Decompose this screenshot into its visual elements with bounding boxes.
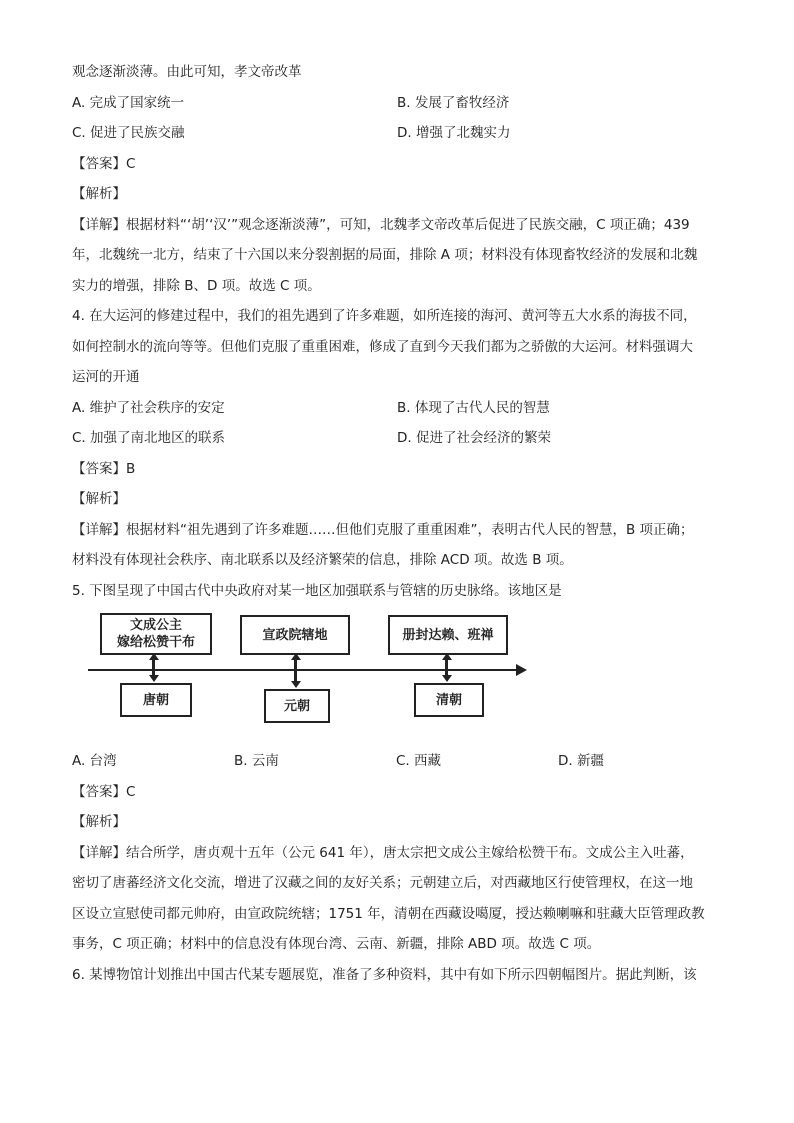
- q3-option-c: C. 促进了民族交融: [72, 125, 185, 141]
- q3-answer: 【答案】C: [72, 155, 136, 172]
- q5-detail-line: 【详解】结合所学，唐贞观十五年（公元 641 年），唐太宗把文成公主嫁给松赞干布。文成公主入吐蕃，: [72, 844, 694, 861]
- dynasty-label: 唐朝: [142, 692, 169, 708]
- q5-option-b: B. 云南: [234, 753, 279, 769]
- q5-option-a: A. 台湾: [72, 753, 117, 769]
- event-box-cefeng: [388, 615, 508, 655]
- arrow-down-icon: [442, 675, 452, 682]
- q6-stem-line: 6. 某博物馆计划推出中国古代某专题展览，准备了多种资料，其中有如下所示四朝幅图片。据此判断，该: [72, 966, 697, 983]
- q5-detail-line: 事务，C 项正确；材料中的信息没有体现台湾、云南、新疆，排除 ABD 项。故选 C 项。: [72, 936, 601, 952]
- q4-option-d: D. 促进了社会经济的繁荣: [397, 430, 551, 446]
- q4-option-b: B. 体现了古代人民的智慧: [397, 399, 550, 416]
- q5-analysis-heading: 【解析】: [72, 814, 126, 830]
- q3-option-a: A. 完成了国家统一: [72, 94, 185, 111]
- q4-detail-line: 【详解】根据材料“祖先遇到了许多难题……但他们克服了重重困难”，表明古代人民的智慧，B 项正确；: [72, 521, 694, 538]
- q3-detail-line: 【详解】根据材料“‘胡’‘汉’”观念逐渐淡薄”，可知，北魏孝文帝改革后促进了民族交融，C 项正确；439: [72, 216, 690, 233]
- event-text: 册封达赖、班禅: [402, 627, 494, 643]
- arrow-down-icon: [149, 675, 159, 682]
- q3-options: [72, 93, 722, 113]
- q4-options-2: [72, 428, 722, 448]
- q5-answer: 【答案】C: [72, 783, 136, 800]
- q5-detail-line: 区设立宣慰使司都元帅府，由宣政院统辖；1751 年，清朝在西藏设噶厦，授达赖喇嘛和驻藏大臣管理政教: [72, 905, 705, 922]
- q3-analysis-heading: 【解析】: [72, 186, 126, 202]
- q4-stem-line: 如何控制水的流向等等。但他们克服了重重困难，修成了直到今天我们都为之骄傲的大运河。材料强调大: [72, 338, 693, 355]
- dynasty-box-qing: [414, 683, 484, 717]
- q3-detail-line: 年，北魏统一北方，结束了十六国以来分裂割据的局面，排除 A 项；材料没有体现畜牧经济的发展和北魏: [72, 247, 698, 263]
- document-page: [72, 62, 722, 995]
- q4-stem-line: 4. 在大运河的修建过程中，我们的祖先遇到了许多难题，如所连接的海河、黄河等五大水系的海拔不同，: [72, 308, 697, 324]
- q5-option-c: C. 西藏: [396, 753, 442, 769]
- arrow-shaft: [294, 659, 297, 683]
- q3-options-2: [72, 123, 722, 143]
- dynasty-box-yuan: [264, 689, 330, 723]
- q4-analysis-heading: 【解析】: [72, 491, 126, 507]
- arrow-down-icon: [291, 681, 301, 688]
- q5-options: [72, 751, 722, 771]
- q4-options: [72, 398, 722, 418]
- timeline-diagram: [88, 611, 528, 729]
- dynasty-label: 清朝: [435, 692, 462, 708]
- event-text: 宣政院辖地: [262, 627, 328, 643]
- event-text: 文成公主: [129, 618, 182, 633]
- q3-detail-line: 实力的增强，排除 B、D 项。故选 C 项。: [72, 277, 321, 294]
- q4-answer: 【答案】B: [72, 460, 136, 477]
- dynasty-label: 元朝: [283, 698, 310, 714]
- q4-stem-line: 运河的开通: [72, 369, 140, 385]
- timeline-arrowhead: [516, 664, 527, 676]
- q4-option-a: A. 维护了社会秩序的安定: [72, 399, 225, 416]
- q5-option-d: D. 新疆: [558, 753, 604, 769]
- dynasty-box-tang: [120, 683, 192, 717]
- text-line: 观念逐渐淡薄。由此可知，孝文帝改革: [72, 64, 302, 80]
- q3-option-b: B. 发展了畜牧经济: [397, 94, 510, 111]
- q4-option-c: C. 加强了南北地区的联系: [72, 430, 226, 446]
- q5-detail-line: 密切了唐蕃经济文化交流，增进了汉藏之间的友好关系；元朝建立后，对西藏地区行使管理权，在这一地: [72, 875, 693, 891]
- q3-option-d: D. 增强了北魏实力: [397, 125, 511, 141]
- q5-stem-line: 5. 下图呈现了中国古代中央政府对某一地区加强联系与管辖的历史脉络。该地区是: [72, 582, 562, 599]
- event-box-xuanzhengyuan: [240, 615, 350, 655]
- event-box-wencheng: [100, 613, 212, 655]
- q4-detail-line: 材料没有体现社会秩序、南北联系以及经济繁荣的信息，排除 ACD 项。故选 B 项。: [72, 552, 573, 568]
- event-text: 嫁给松赞干布: [116, 635, 195, 650]
